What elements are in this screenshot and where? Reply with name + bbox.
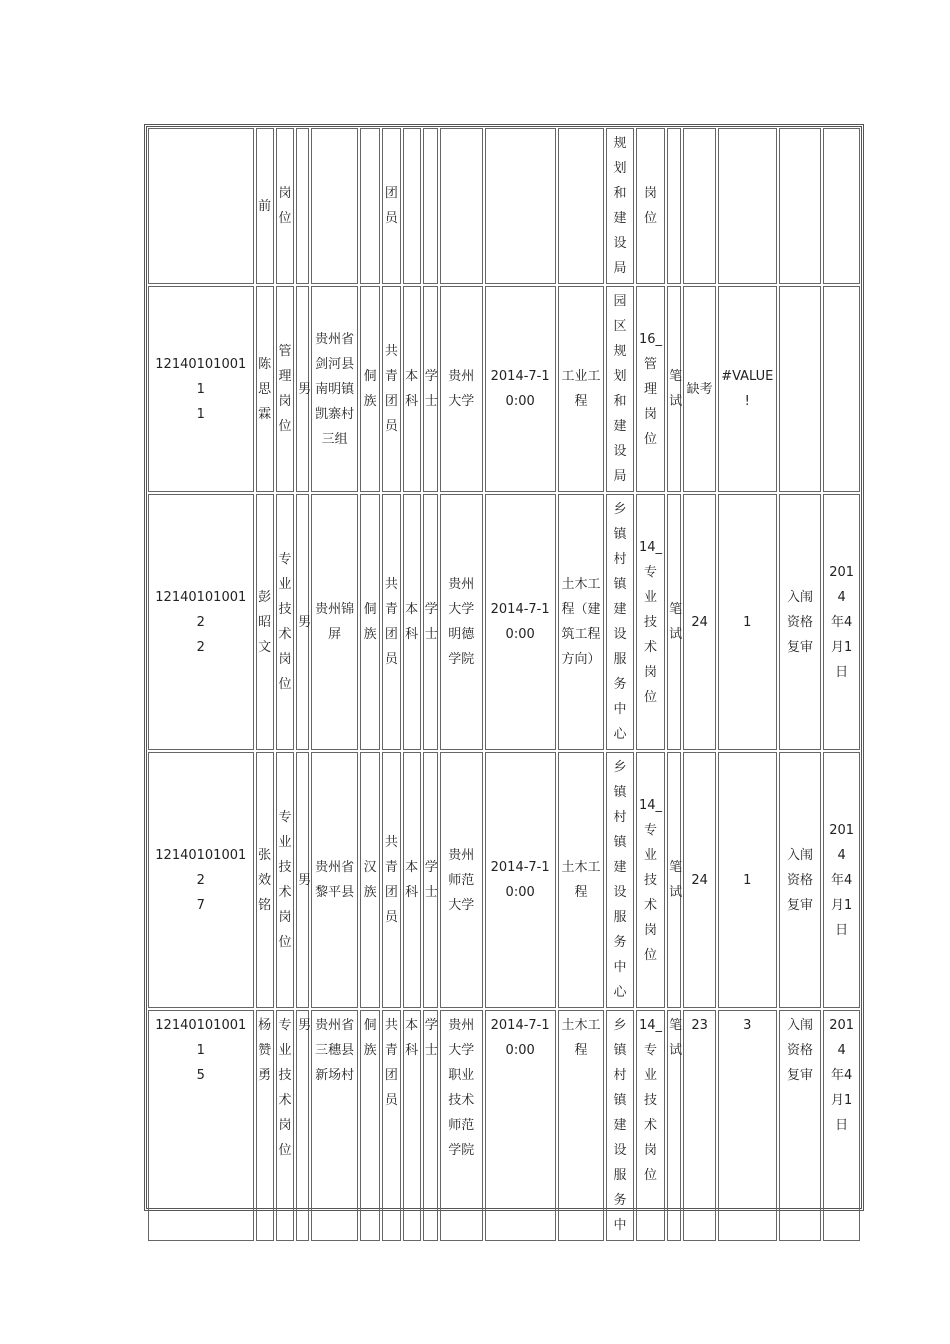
cell-score: 24: [683, 494, 715, 750]
cell-id: [148, 128, 254, 284]
cell-politics: 共 青 团 员: [382, 286, 400, 492]
cell-date: [823, 286, 860, 492]
cell-exam: 笔 试: [667, 286, 681, 492]
cell-hometown: 贵州省 剑河县 南明镇 凯寨村 三组: [311, 286, 358, 492]
cell-school: [440, 128, 483, 284]
cell-date: 2014 年4 月1 日: [823, 494, 860, 750]
cell-post-type: 岗 位: [276, 128, 294, 284]
cell-degree: 学 士: [423, 1010, 438, 1241]
cell-hometown: [311, 128, 358, 284]
cell-rank: 1: [718, 752, 777, 1008]
cell-name: 杨 赞 勇: [256, 1010, 274, 1241]
table-row: [148, 128, 860, 284]
cell-rank: [718, 128, 777, 284]
cell-unit: 园 区 规 划 和 建 设 局: [606, 286, 633, 492]
cell-school: 贵州 师范 大学: [440, 752, 483, 1008]
cell-post-type: 专 业 技 术 岗 位: [276, 494, 294, 750]
cell-status: 入闱 资格 复审: [779, 494, 822, 750]
cell-grad-date: 2014-7-1 0:00: [485, 494, 556, 750]
cell-education: 本 科: [403, 1010, 421, 1241]
candidate-table: [146, 126, 862, 1243]
cell-gender: 男: [296, 752, 309, 1008]
cell-name: 陈 思 霖: [256, 286, 274, 492]
cell-gender: 男: [296, 494, 309, 750]
cell-id: 12140101001 2 2: [148, 494, 254, 750]
cell-degree: [423, 128, 438, 284]
cell-id: 12140101001 1 5: [148, 1010, 254, 1241]
cell-id: 12140101001 1 1: [148, 286, 254, 492]
cell-exam: 笔 试: [667, 1010, 681, 1241]
cell-education: 本 科: [403, 752, 421, 1008]
cell-politics: 共 青 团 员: [382, 494, 400, 750]
cell-post-type: 管 理 岗 位: [276, 286, 294, 492]
cell-ethnicity: [360, 128, 380, 284]
cell-date: 2014 年4 月1 日: [823, 1010, 860, 1241]
cell-date: [823, 128, 860, 284]
cell-status: [779, 286, 822, 492]
cell-exam: 笔 试: [667, 752, 681, 1008]
cell-major: 土木工 程: [558, 752, 605, 1008]
cell-major: [558, 128, 605, 284]
cell-exam: 笔 试: [667, 494, 681, 750]
cell-school: 贵州 大学 职业 技术 师范 学院: [440, 1010, 483, 1241]
cell-position: 岗位: [636, 128, 665, 284]
table-row: [148, 752, 860, 1008]
cell-status: 入闱 资格 复审: [779, 1010, 822, 1241]
cell-education: 本 科: [403, 286, 421, 492]
cell-politics: 共 青 团 员: [382, 1010, 400, 1241]
cell-hometown: 贵州锦 屏: [311, 494, 358, 750]
cell-gender: 男: [296, 286, 309, 492]
cell-rank: #VALUE !: [718, 286, 777, 492]
cell-politics: 团 员: [382, 128, 400, 284]
cell-school: 贵州 大学: [440, 286, 483, 492]
cell-ethnicity: 侗 族: [360, 1010, 380, 1241]
cell-position: 14_ 专业 技术 岗位: [636, 494, 665, 750]
cell-score: [683, 128, 715, 284]
cell-post-type: 专 业 技 术 岗 位: [276, 1010, 294, 1241]
cell-position: 16_ 管理 岗位: [636, 286, 665, 492]
table-row: [148, 1010, 860, 1241]
cell-degree: 学 士: [423, 286, 438, 492]
cell-unit: 规 划 和 建 设 局: [606, 128, 633, 284]
table-row: [148, 494, 860, 750]
cell-unit: 乡 镇 村 镇 建 设 服 务 中 心: [606, 494, 633, 750]
cell-degree: 学 士: [423, 494, 438, 750]
cell-name: 张 效 铭: [256, 752, 274, 1008]
cell-status: 入闱 资格 复审: [779, 752, 822, 1008]
cell-position: 14_ 专业 技术 岗位: [636, 752, 665, 1008]
cell-unit: 乡 镇 村 镇 建 设 服 务 中 心: [606, 752, 633, 1008]
cell-degree: 学 士: [423, 752, 438, 1008]
cell-gender: [296, 128, 309, 284]
cell-grad-date: [485, 128, 556, 284]
cell-hometown: 贵州省 黎平县: [311, 752, 358, 1008]
cell-rank: 1: [718, 494, 777, 750]
cell-rank: 3: [718, 1010, 777, 1241]
cell-education: [403, 128, 421, 284]
cell-hometown: 贵州省 三穗县 新场村: [311, 1010, 358, 1241]
cell-status: [779, 128, 822, 284]
cell-score: 24: [683, 752, 715, 1008]
cell-id: 12140101001 2 7: [148, 752, 254, 1008]
cell-post-type: 专 业 技 术 岗 位: [276, 752, 294, 1008]
cell-score: 23: [683, 1010, 715, 1241]
cell-grad-date: 2014-7-1 0:00: [485, 1010, 556, 1241]
cell-name: 前: [256, 128, 274, 284]
cell-position: 14_ 专业 技术 岗位: [636, 1010, 665, 1241]
cell-date: 2014 年4 月1 日: [823, 752, 860, 1008]
cell-grad-date: 2014-7-1 0:00: [485, 752, 556, 1008]
cell-name: 彭 昭 文: [256, 494, 274, 750]
cell-school: 贵州 大学 明德 学院: [440, 494, 483, 750]
cell-politics: 共 青 团 员: [382, 752, 400, 1008]
cell-grad-date: 2014-7-1 0:00: [485, 286, 556, 492]
table-row: [148, 286, 860, 492]
cell-major: 土木工 程（建 筑工程 方向）: [558, 494, 605, 750]
cell-exam: [667, 128, 681, 284]
cell-education: 本 科: [403, 494, 421, 750]
cell-unit: 乡 镇 村 镇 建 设 服 务 中: [606, 1010, 633, 1241]
cell-ethnicity: 侗 族: [360, 286, 380, 492]
cell-score: 缺考: [683, 286, 715, 492]
cell-ethnicity: 汉 族: [360, 752, 380, 1008]
cell-major: 土木工 程: [558, 1010, 605, 1241]
cell-major: 工业工 程: [558, 286, 605, 492]
cell-ethnicity: 侗 族: [360, 494, 380, 750]
cell-gender: 男: [296, 1010, 309, 1241]
